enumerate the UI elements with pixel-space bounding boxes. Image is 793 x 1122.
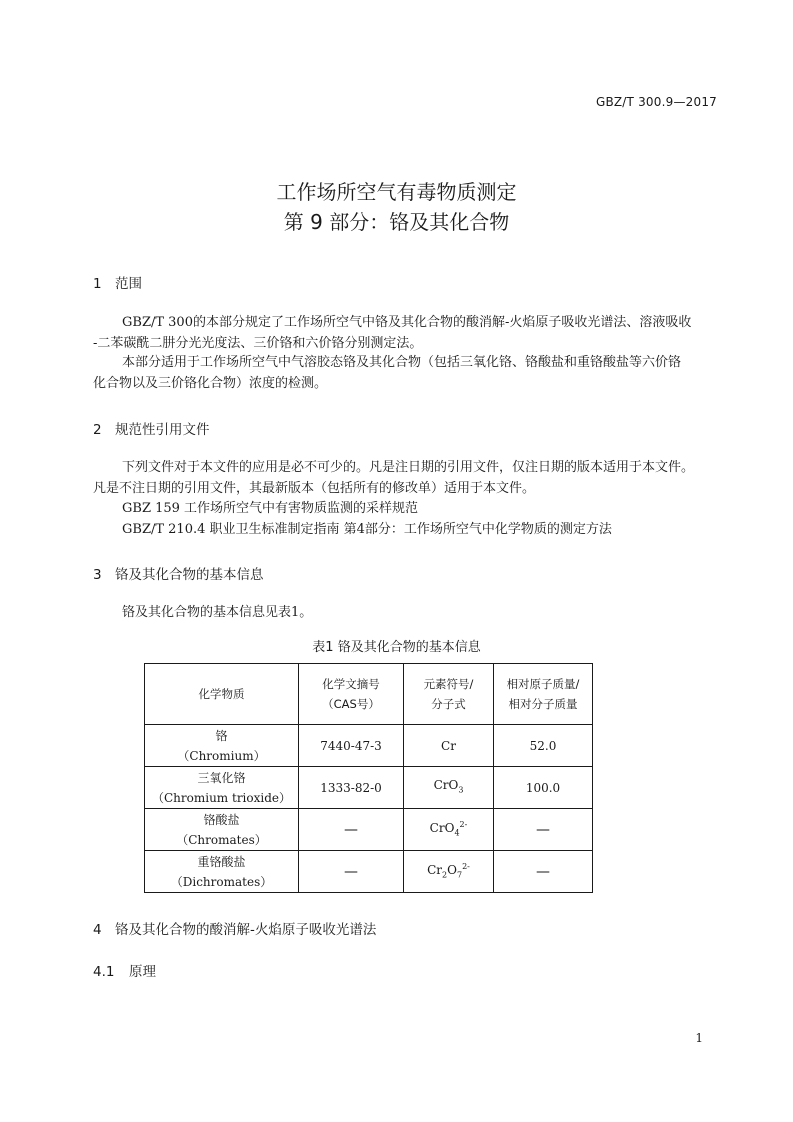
page-number: 1 [695, 1031, 703, 1045]
cell-formula: CrO$_4^{2-}$ [404, 809, 494, 851]
section-1-heading [93, 272, 142, 292]
table-row [145, 725, 593, 767]
standard-code: GBZ/T 300.9—2017 [595, 95, 717, 109]
header-formula: 元素符号/ 分子式 [404, 664, 494, 725]
section-4-1-heading [93, 960, 156, 980]
basic-info-table [144, 663, 593, 893]
cell-mass: 100.0 [494, 767, 593, 809]
cell-cas: 7440-47-3 [299, 725, 404, 767]
section-title: 规范性引用文件 [115, 422, 210, 438]
cell-substance: 铬酸盐 （Chromates） [145, 809, 299, 851]
doc-title-line1: 工作场所空气有毒物质测定 [276, 180, 517, 204]
table-caption: 表1 铬及其化合物的基本信息 [312, 640, 481, 655]
cell-formula: $Cr_2O_7^{2-}$ [404, 851, 494, 893]
text-line: 下列文件对于本文件的应用是必不可少的。凡是注日期的引用文件，仅注日期的版本适用于本文件。 [122, 460, 695, 475]
cell-mass: — [494, 809, 593, 851]
section-number: 3 [93, 567, 102, 583]
cell-cas: — [299, 809, 404, 851]
section-title: 范围 [115, 276, 142, 292]
section-title: 原理 [129, 964, 156, 980]
section-4-heading [93, 918, 376, 938]
section-1-paragraph-2 [93, 352, 719, 394]
section-title: 铬及其化合物的基本信息 [115, 567, 264, 583]
cell-substance: 铬 （Chromium） [145, 725, 299, 767]
cell-mass: 52.0 [494, 725, 593, 767]
table-row [145, 851, 593, 893]
section-3-heading [93, 563, 264, 583]
section-2-paragraph-1 [93, 457, 719, 499]
cell-formula: CrO$_3$ [404, 767, 494, 809]
table-row [145, 809, 593, 851]
cell-mass: — [494, 851, 593, 893]
section-number: 4.1 [93, 964, 115, 980]
reference-gbz159: GBZ 159 工作场所空气中有害物质监测的采样规范 [122, 501, 419, 516]
header-substance: 化学物质 [145, 664, 299, 725]
header-cas: 化学文摘号 （CAS号） [299, 664, 404, 725]
text-line: GBZ/T 300的本部分规定了工作场所空气中铬及其化合物的酸消解-火焰原子吸收光谱法、溶液吸收 [122, 315, 692, 330]
section-title: 铬及其化合物的酸消解-火焰原子吸收光谱法 [115, 922, 377, 938]
table-row [145, 767, 593, 809]
cell-cas: 1333-82-0 [299, 767, 404, 809]
section-3-paragraph: 铬及其化合物的基本信息见表1。 [122, 605, 313, 620]
section-number: 2 [93, 422, 102, 438]
text-line: -二苯碳酰二肼分光光度法、三价铬和六价铬分别测定法。 [93, 336, 423, 351]
section-1-paragraph-1 [93, 312, 719, 354]
doc-title-line2: 第 9 部分：铬及其化合物 [283, 210, 510, 234]
table-header-row [145, 664, 593, 725]
reference-gbzt210-4: GBZ/T 210.4 职业卫生标准制定指南 第4部分：工作场所空气中化学物质的测定方法 [122, 522, 612, 537]
cell-substance: 三氧化铬 （Chromium trioxide） [145, 767, 299, 809]
section-number: 1 [93, 276, 102, 292]
text-line: 化合物以及三价铬化合物）浓度的检测。 [93, 376, 328, 391]
cell-substance: 重铬酸盐 （Dichromates） [145, 851, 299, 893]
section-2-heading [93, 418, 210, 438]
section-number: 4 [93, 922, 102, 938]
cell-cas: — [299, 851, 404, 893]
text-line: 本部分适用于工作场所空气中气溶胶态铬及其化合物（包括三氧化铬、铬酸盐和重铬酸盐等六价铬 [122, 355, 682, 370]
header-mass: 相对原子质量/ 相对分子质量 [494, 664, 593, 725]
text-line: 凡是不注日期的引用文件，其最新版本（包括所有的修改单）适用于本文件。 [93, 481, 536, 496]
cell-formula: Cr [404, 725, 494, 767]
